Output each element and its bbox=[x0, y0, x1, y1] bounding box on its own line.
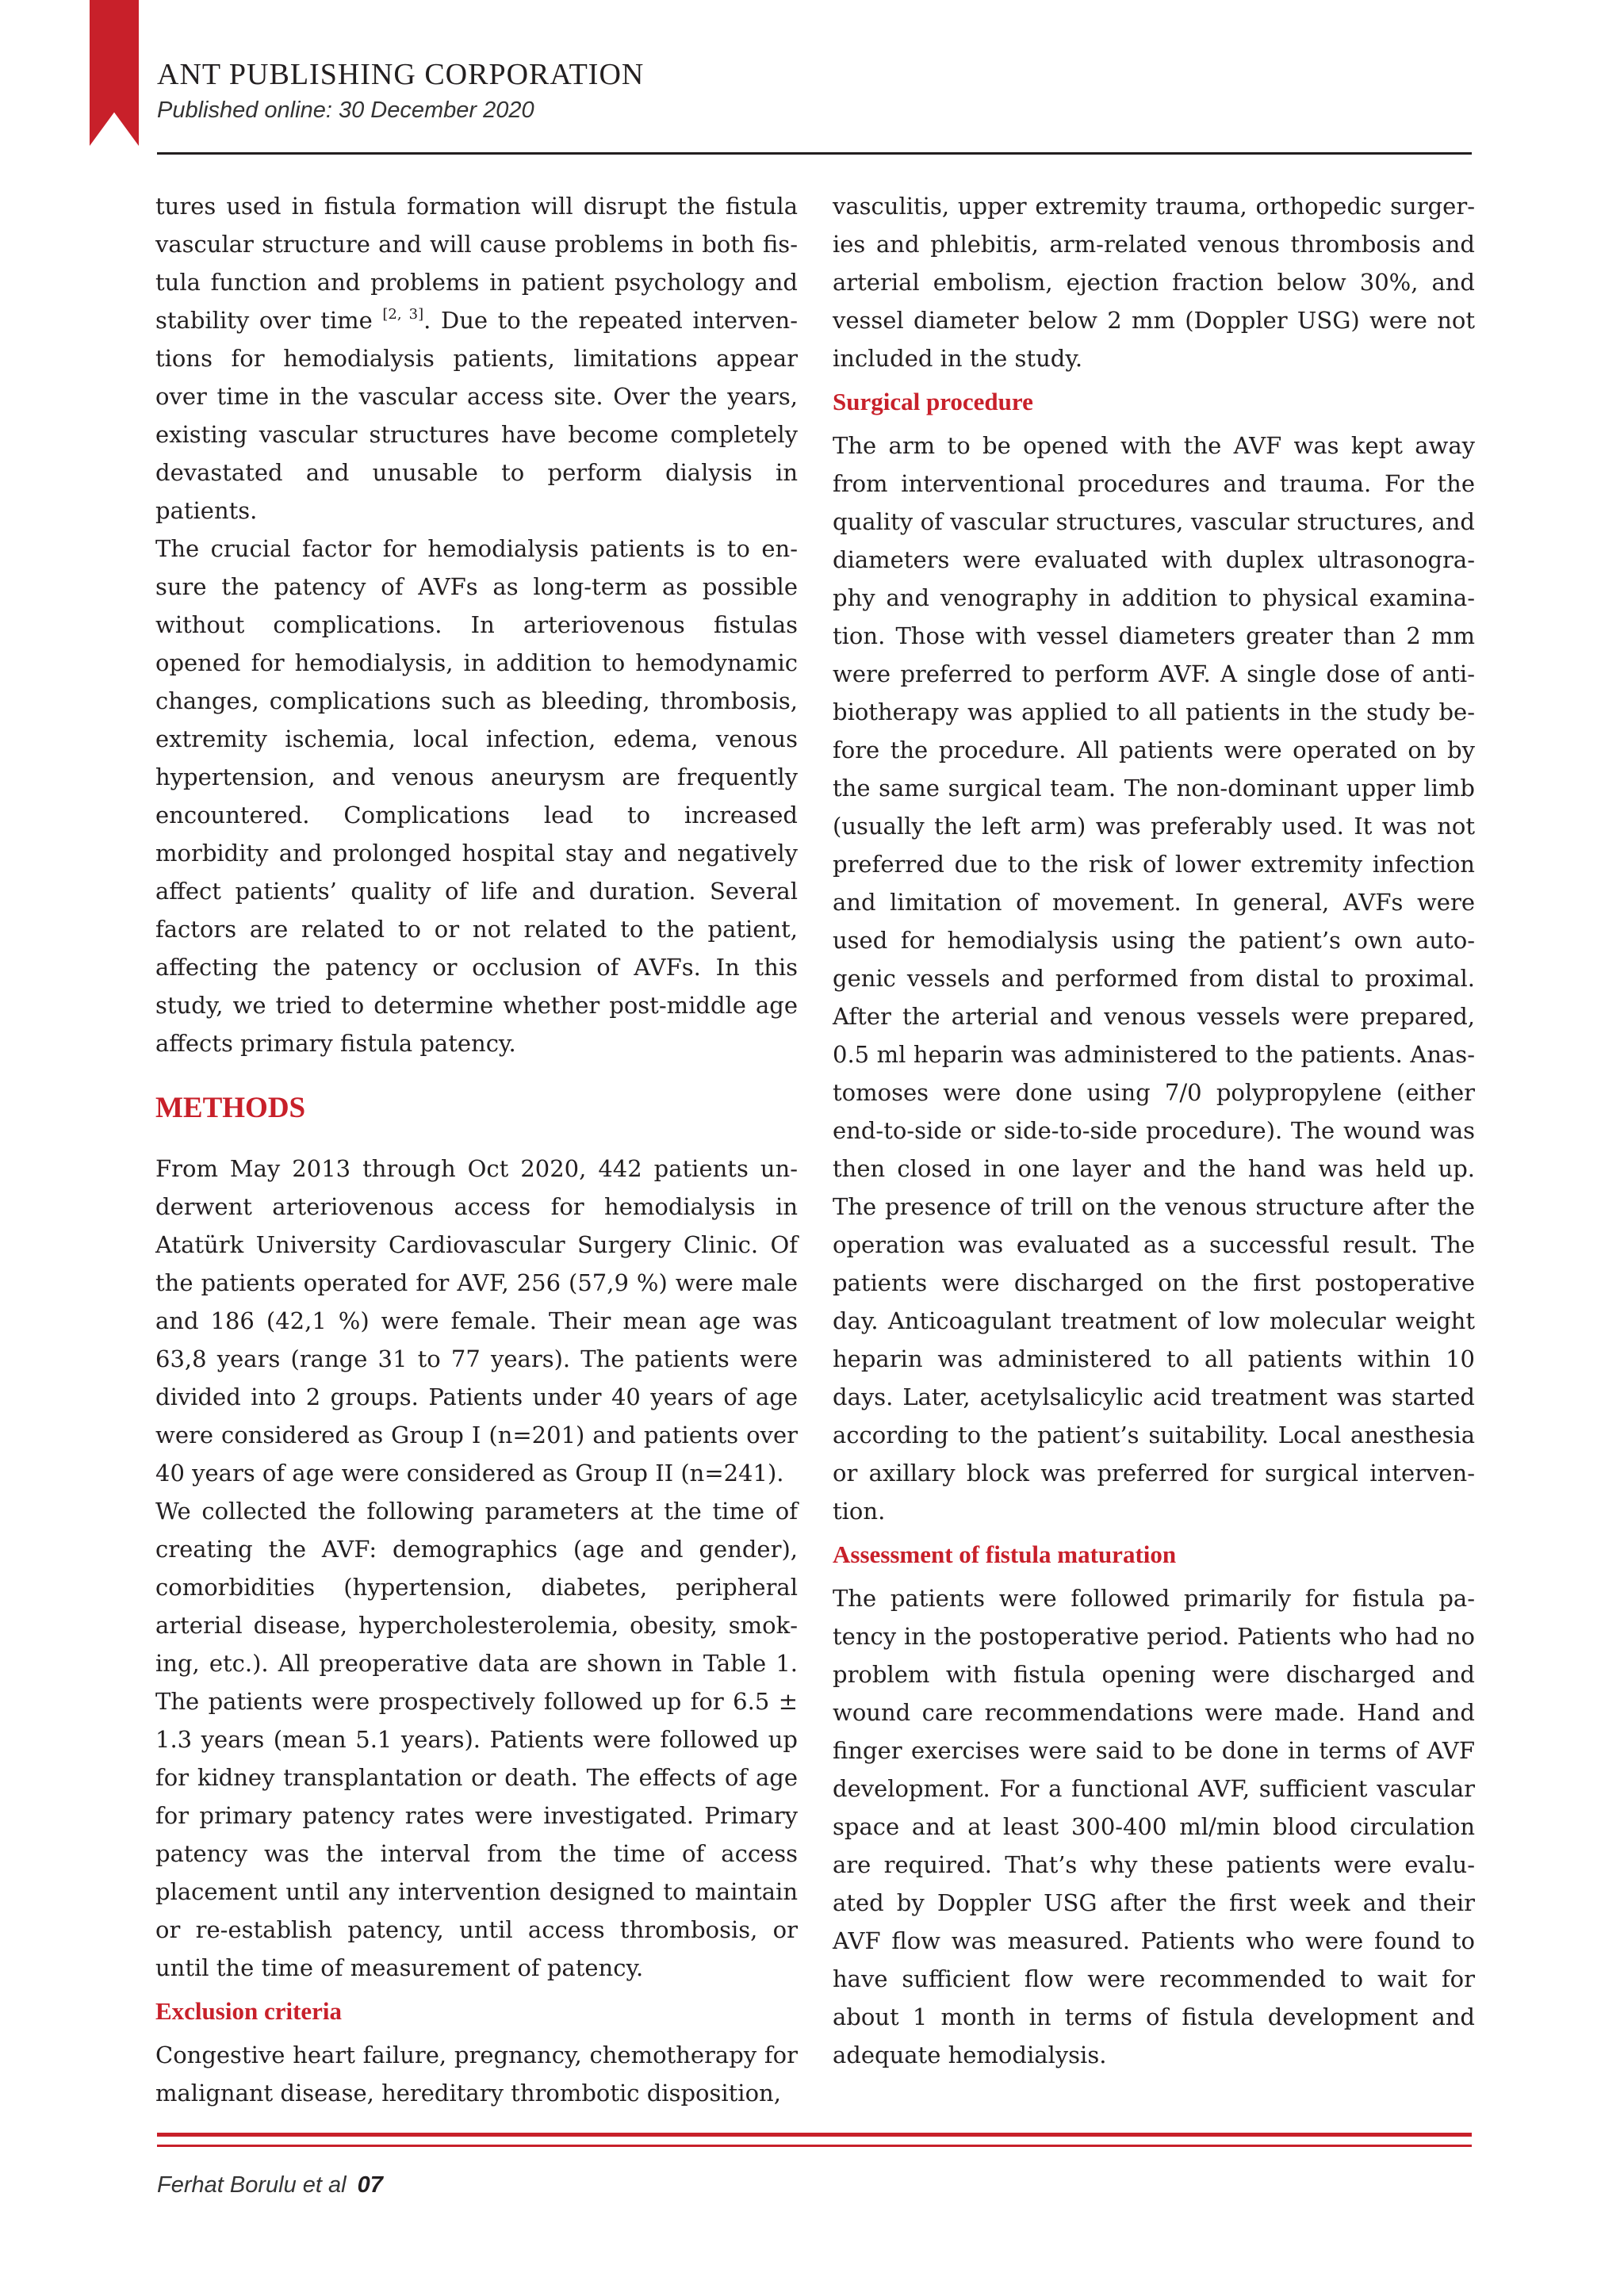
subsection-heading-maturation: Assessment of fistula maturation bbox=[833, 1540, 1177, 1568]
paragraph: Congestive heart failure, pregnancy, chemotherapy for malignant disease, hereditary thrombotic disposition, bbox=[155, 2042, 798, 2107]
subsection-heading-exclusion: Exclusion criteria bbox=[155, 1997, 343, 2025]
page-footer bbox=[157, 2172, 383, 2198]
page-number: 07 bbox=[357, 2172, 383, 2198]
paragraph: The arm to be opened with the AVF was kept away from interventional procedures and trauma. For the quality of vascular structures, vascular structures, and diameters were evaluated with duplex ultrasonography and venography in addition to physical examination. Those with vessel diameters greater than 2 mm were preferred to perform AVF. A single dose of antibiotherapy was applied to all patients in the study before the procedure. All patients were operated on by the same surgical team. The non-dominant upper limb (usually the left arm) was preferably used. It was not preferred due to the risk of lower extremity infection and limitation of movement. In general, AVFs were used for hemodialysis using the patient’s own autogenic vessels and performed from distal to proximal. After the arterial and venous vessels were prepared, 0.5 ml heparin was administered to the patients. Anastomoses were done using 7/0 polypropylene (either end-to-side or side-to-side procedure). The wound was then closed in one layer and the hand was held up. The presence of trill on the venous structure after the operation was evaluated as a successful result. The patients were discharged on the first postoperative day. Anticoagulant treatment of low molecular weight heparin was administered to all patients within 10 days. Later, acetylsalicylic acid treatment was started according to the patient’s suitability. Local anesthesia or axillary block was preferred for surgical intervention. bbox=[833, 432, 1475, 1525]
left-column bbox=[155, 187, 798, 2112]
paragraph: From May 2013 through Oct 2020, 442 patients underwent arteriovenous access for hemodialysis in Atatürk University Cardiovascular Surgery Clinic. Of the patients operated for AVF, 256 (57,9 %) were male and 186 (42,1 %) were female. Their mean age was 63,8 years (range 31 to 77 years). The patients were divided into 2 groups. Patients under 40 years of age were considered as Group I (n=201) and patients over 40 years of age were considered as Group II (n=241). bbox=[155, 1155, 798, 1487]
paragraph: vasculitis, upper extremity trauma, orthopedic surgeries and phlebitis, arm-related venous thrombosis and arterial embolism, ejection fraction below 30%, and vessel diameter below 2 mm (Doppler USG) were not included in the study. bbox=[833, 193, 1475, 372]
paragraph: We collected the following parameters at the time of creating the AVF: demographics (age and gender), comorbidities (hypertension, diabetes, peripheral arterial disease, hypercholesterolemia, obesity, smoking, etc.). All preoperative data are shown in Table 1. The patients were prospectively followed up for 6.5 ± 1.3 years (mean 5.1 years). Patients were followed up for kidney transplantation or death. The effects of age for primary patency rates were investigated. Primary patency was the interval from the time of access placement until any intervention designed to maintain or re-establish patency, until access thrombosis, or until the time of measurement of patency. bbox=[155, 1498, 798, 1981]
paragraph-text: . Due to the repeated interventions for hemodialysis patients, limitations appear over time in the vascular access site. Over the years, existing vascular structures have become completely devastated and unusable to perform dialysis in patients. bbox=[155, 307, 798, 524]
paragraph-text: tures used in fistula formation will disrupt the fistula vascular structure and will cause problems in both fistula function and problems in patient psychology and stability over time bbox=[155, 193, 798, 334]
paragraph bbox=[155, 187, 798, 530]
paragraph: The crucial factor for hemodialysis patients is to ensure the patency of AVFs as long-term as possible without complications. In arteriovenous fistulas opened for hemodialysis, in addition to hemodynamic changes, complications such as bleeding, thrombosis, extremity ischemia, local infection, edema, venous hypertension, and venous aneurysm are frequently encountered. Complications lead to increased morbidity and prolonged hospital stay and negatively affect patients’ quality of life and duration. Several factors are related to or not related to the patient, affecting the patency or occlusion of AVFs. In this study, we tried to determine whether post-middle age affects primary fistula patency. bbox=[155, 535, 798, 1057]
right-column bbox=[833, 187, 1475, 2074]
footer-divider bbox=[157, 2133, 1472, 2137]
publisher-name: ANT PUBLISHING CORPORATION bbox=[157, 58, 645, 91]
bookmark-ribbon-icon bbox=[90, 0, 139, 146]
section-heading-methods: METHODS bbox=[155, 1092, 306, 1124]
footer-divider bbox=[157, 2145, 1472, 2147]
paragraph: The patients were followed primarily for fistula patency in the postoperative period. Patients who had no problem with fistula opening were discharged and wound care recommendations were made. Hand and finger exercises were said to be done in terms of AVF development. For a functional AVF, sufficient vascular space and at least 300-400 ml/min blood circulation are required. That’s why these patients were evaluated by Doppler USG after the first week and their AVF flow was measured. Patients who were found to have sufficient flow were recommended to wait for about 1 month in terms of fistula development and adequate hemodialysis. bbox=[833, 1585, 1475, 2068]
citation-reference: [2, 3] bbox=[382, 306, 424, 323]
published-date: Published online: 30 December 2020 bbox=[157, 98, 534, 123]
header-divider bbox=[157, 152, 1472, 155]
subsection-heading-surgical: Surgical procedure bbox=[833, 388, 1033, 415]
footer-author: Ferhat Borulu et al bbox=[157, 2172, 347, 2198]
